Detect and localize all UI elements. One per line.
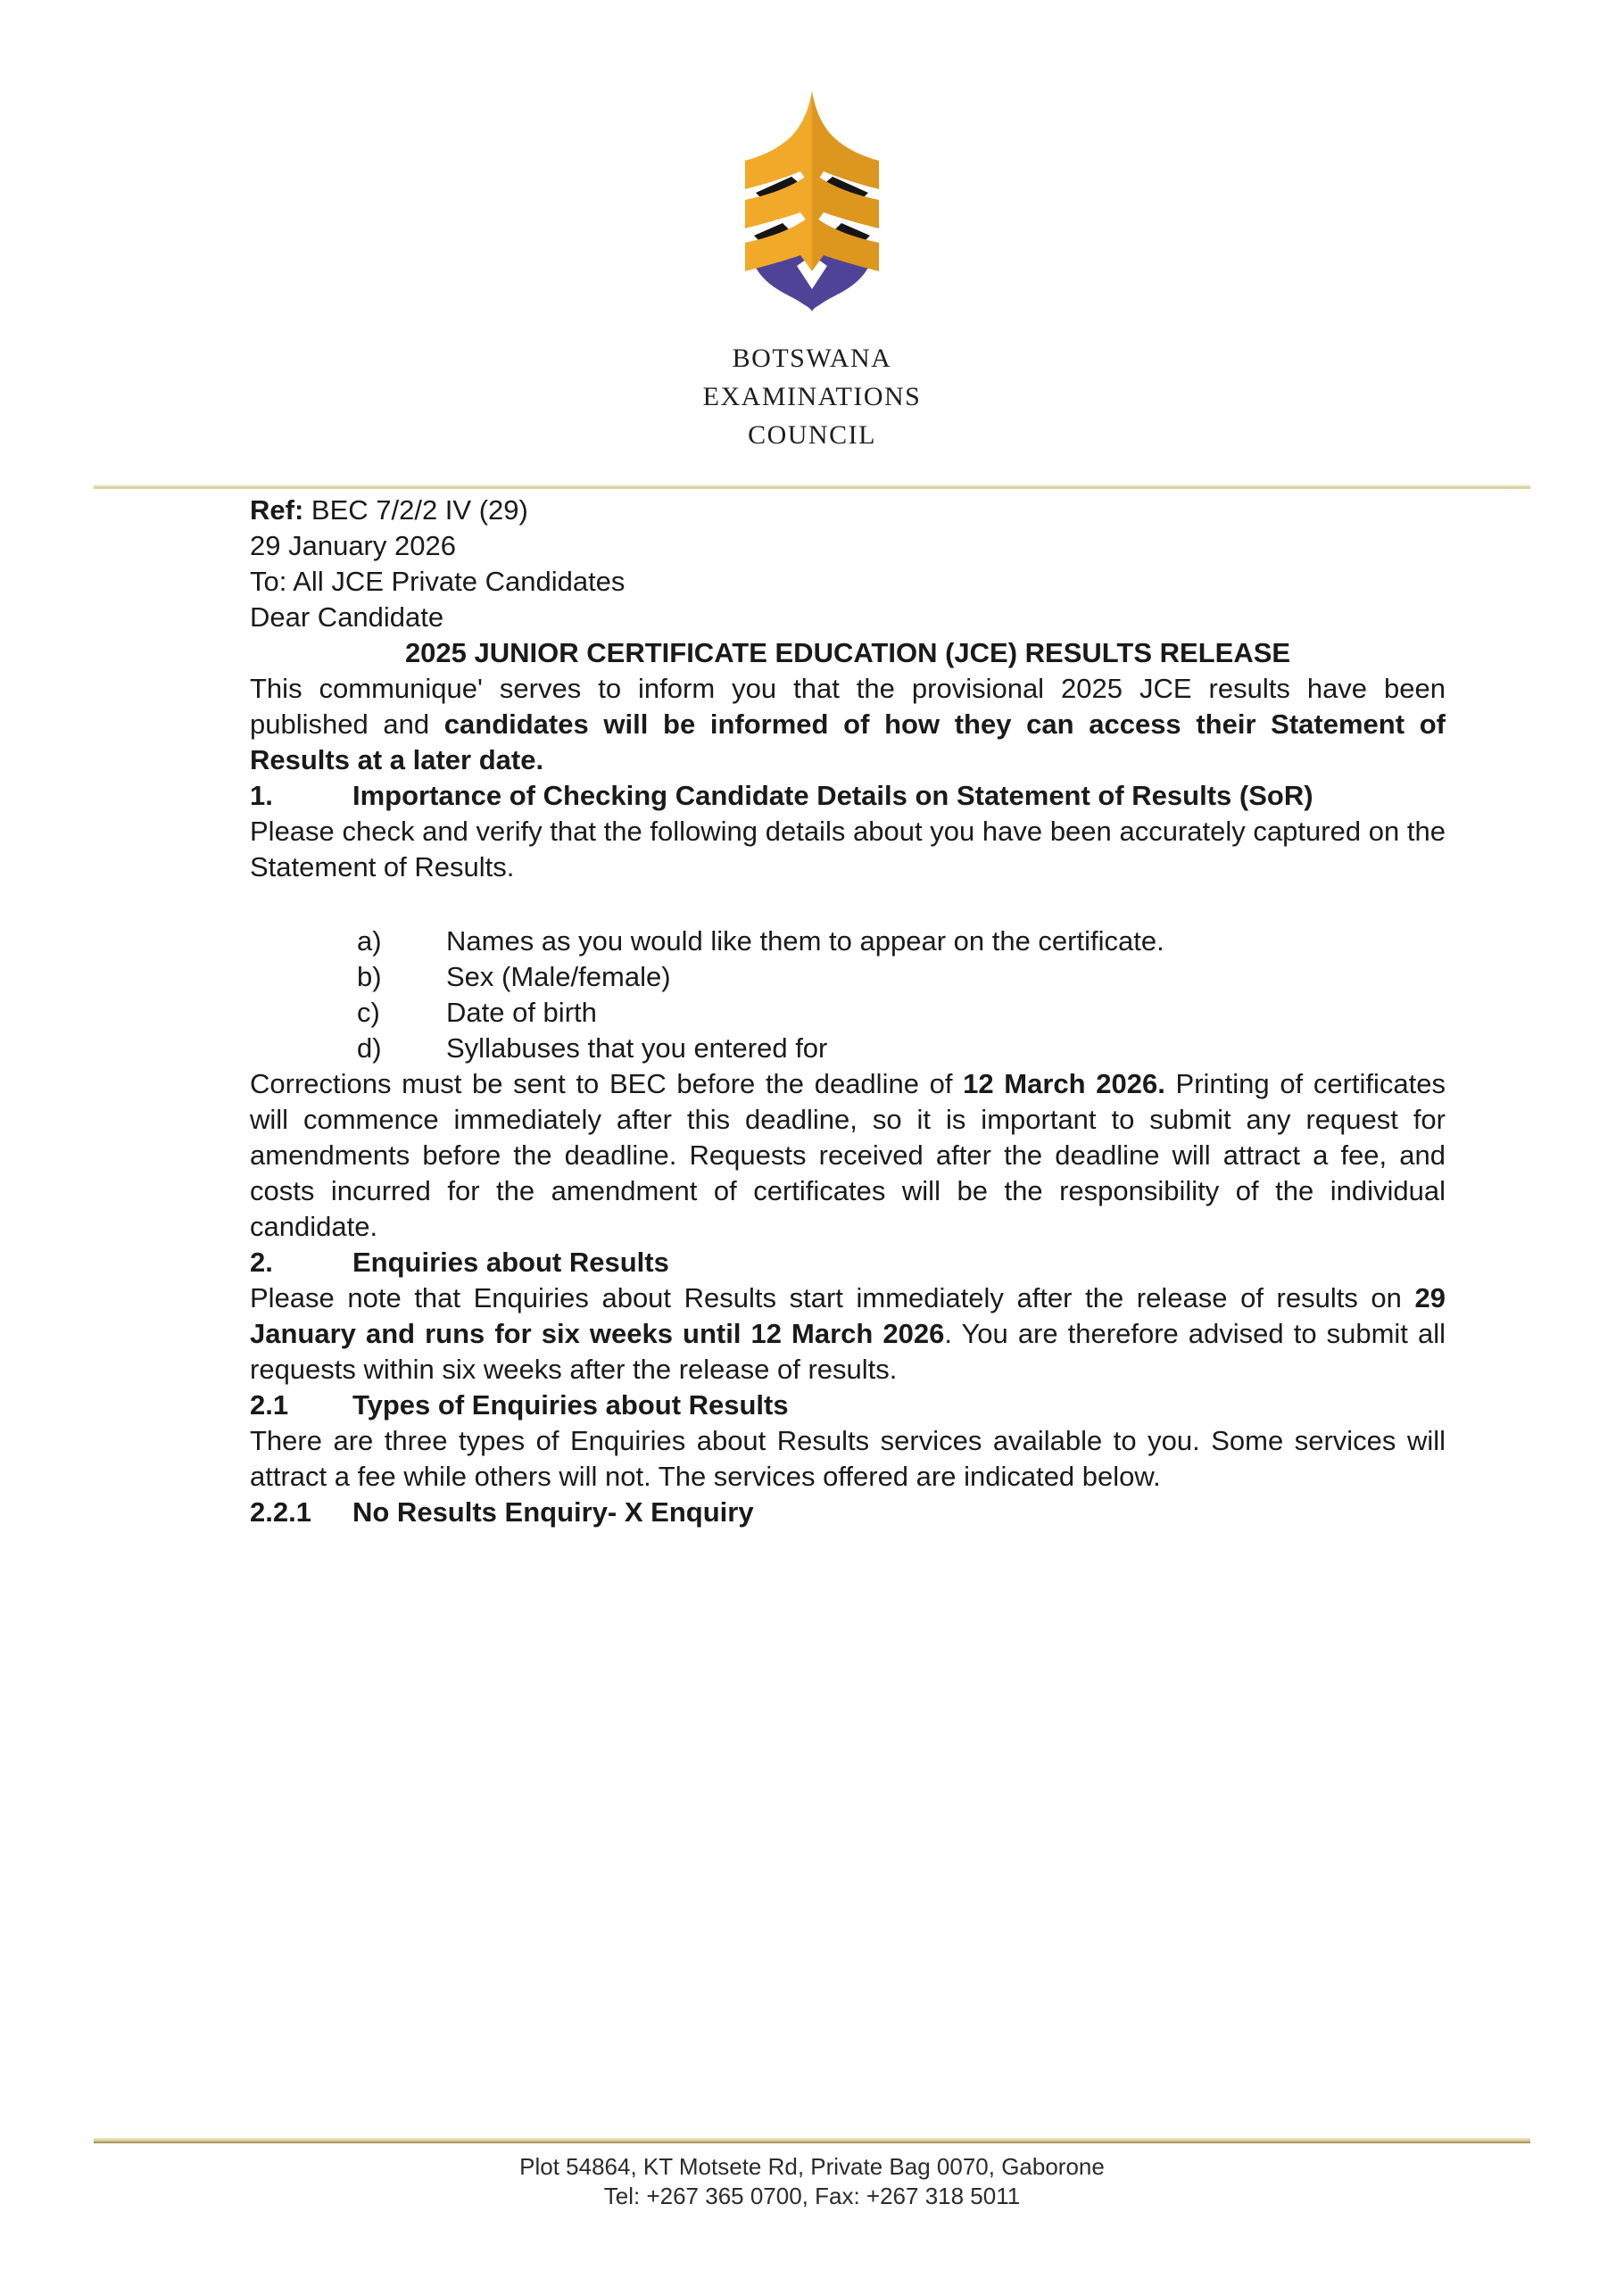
header-divider: [94, 485, 1530, 489]
list-item-text: Syllabuses that you entered for: [446, 1032, 828, 1064]
corrections-text: Corrections must be sent to BEC before the deadline of: [250, 1068, 964, 1099]
bec-chevron-emblem-icon: [736, 89, 888, 312]
section-2-number: 2.: [250, 1247, 273, 1278]
footer-contacts: Tel: +267 365 0700, Fax: +267 318 5011: [603, 2183, 1021, 2209]
org-name-line-3: COUNCIL: [748, 420, 876, 450]
corrections-paragraph: [250, 1066, 1446, 1245]
enquiries-period: 29 January and runs for six weeks until 12 March 2026: [250, 1282, 1446, 1349]
section-1-heading: [250, 778, 1446, 814]
intro-paragraph: [250, 671, 1446, 778]
candidate-details-list: [250, 924, 1446, 1066]
check-details-paragraph: Please check and verify that the following details about you have been accurately captured on the Statement of Results.: [250, 816, 1446, 882]
organization-name: [0, 339, 1624, 454]
list-item-text: Date of birth: [446, 997, 597, 1028]
logo-gold-chevrons: [745, 91, 879, 271]
letter-title: 2025 JUNIOR CERTIFICATE EDUCATION (JCE) RESULTS RELEASE: [404, 637, 1291, 668]
list-item-text: Sex (Male/female): [446, 961, 671, 992]
section-2-2-1-number: 2.2.1: [250, 1496, 311, 1528]
enquiries-text: Please note that Enquiries about Results start immediately after the release of results on: [250, 1282, 1415, 1313]
intro-text: This communique' serves to inform you that the provisional 2025 JCE results have been published and: [250, 673, 1446, 740]
list-item-label: d): [357, 1032, 382, 1064]
org-name-line-1: BOTSWANA: [732, 344, 892, 373]
enquiries-paragraph: [250, 1280, 1446, 1388]
types-paragraph: There are three types of Enquiries about Results services available to you. Some services will attract a fee while others will not. The services offered are indicated below.: [250, 1425, 1446, 1492]
list-item: [250, 995, 1446, 1031]
list-item: [250, 1031, 1446, 1066]
corrections-text-2: Printing of certificates will commence immediately after this deadline, so it is important to submit any request for amendments before the deadline. Requests received after the deadline will attract a fee, and costs incurred for the amendment of certificates will be the responsibility of the individual candidate.: [250, 1068, 1446, 1242]
section-1-title: Importance of Checking Candidate Details on Statement of Results (SoR): [352, 780, 1313, 811]
list-item: [250, 959, 1446, 995]
intro-text-bold: candidates will be informed of how they can access their Statement of Results at a later date.: [250, 708, 1446, 775]
corrections-deadline: 12 March 2026.: [963, 1068, 1165, 1099]
list-item-label: c): [357, 997, 380, 1028]
ref-label: Ref:: [250, 494, 304, 526]
org-name-line-2: EXAMINATIONS: [702, 382, 922, 411]
salutation-line: Dear Candidate: [250, 601, 444, 633]
section-2-1-heading: [250, 1388, 1446, 1423]
footer-address: Plot 54864, KT Motsete Rd, Private Bag 0070, Gaborone: [519, 2153, 1105, 2180]
letter-body: [250, 493, 1446, 1530]
section-2-2-1-heading: [250, 1495, 1446, 1530]
enquiries-text-2: . You are therefore advised to submit all requests within six weeks after the release of results.: [250, 1318, 1446, 1385]
ref-line: [250, 493, 1446, 528]
section-2-title: Enquiries about Results: [352, 1247, 669, 1278]
footer-divider: [94, 2138, 1530, 2143]
section-2-heading: [250, 1245, 1446, 1280]
letterhead: [0, 0, 1624, 454]
section-2-1-number: 2.1: [250, 1389, 289, 1421]
date-line: 29 January 2026: [250, 530, 456, 561]
list-item-label: a): [357, 925, 382, 957]
page-footer: [0, 2152, 1624, 2211]
recipient-line: To: All JCE Private Candidates: [250, 566, 626, 597]
section-2-1-title: Types of Enquiries about Results: [352, 1389, 789, 1421]
list-item-text: Names as you would like them to appear on the certificate.: [446, 925, 1164, 957]
list-item-label: b): [357, 961, 382, 992]
section-1-number: 1.: [250, 780, 273, 811]
section-2-2-1-title: No Results Enquiry- X Enquiry: [352, 1496, 754, 1528]
list-item: [250, 924, 1446, 959]
ref-value: BEC 7/2/2 IV (29): [303, 494, 528, 526]
